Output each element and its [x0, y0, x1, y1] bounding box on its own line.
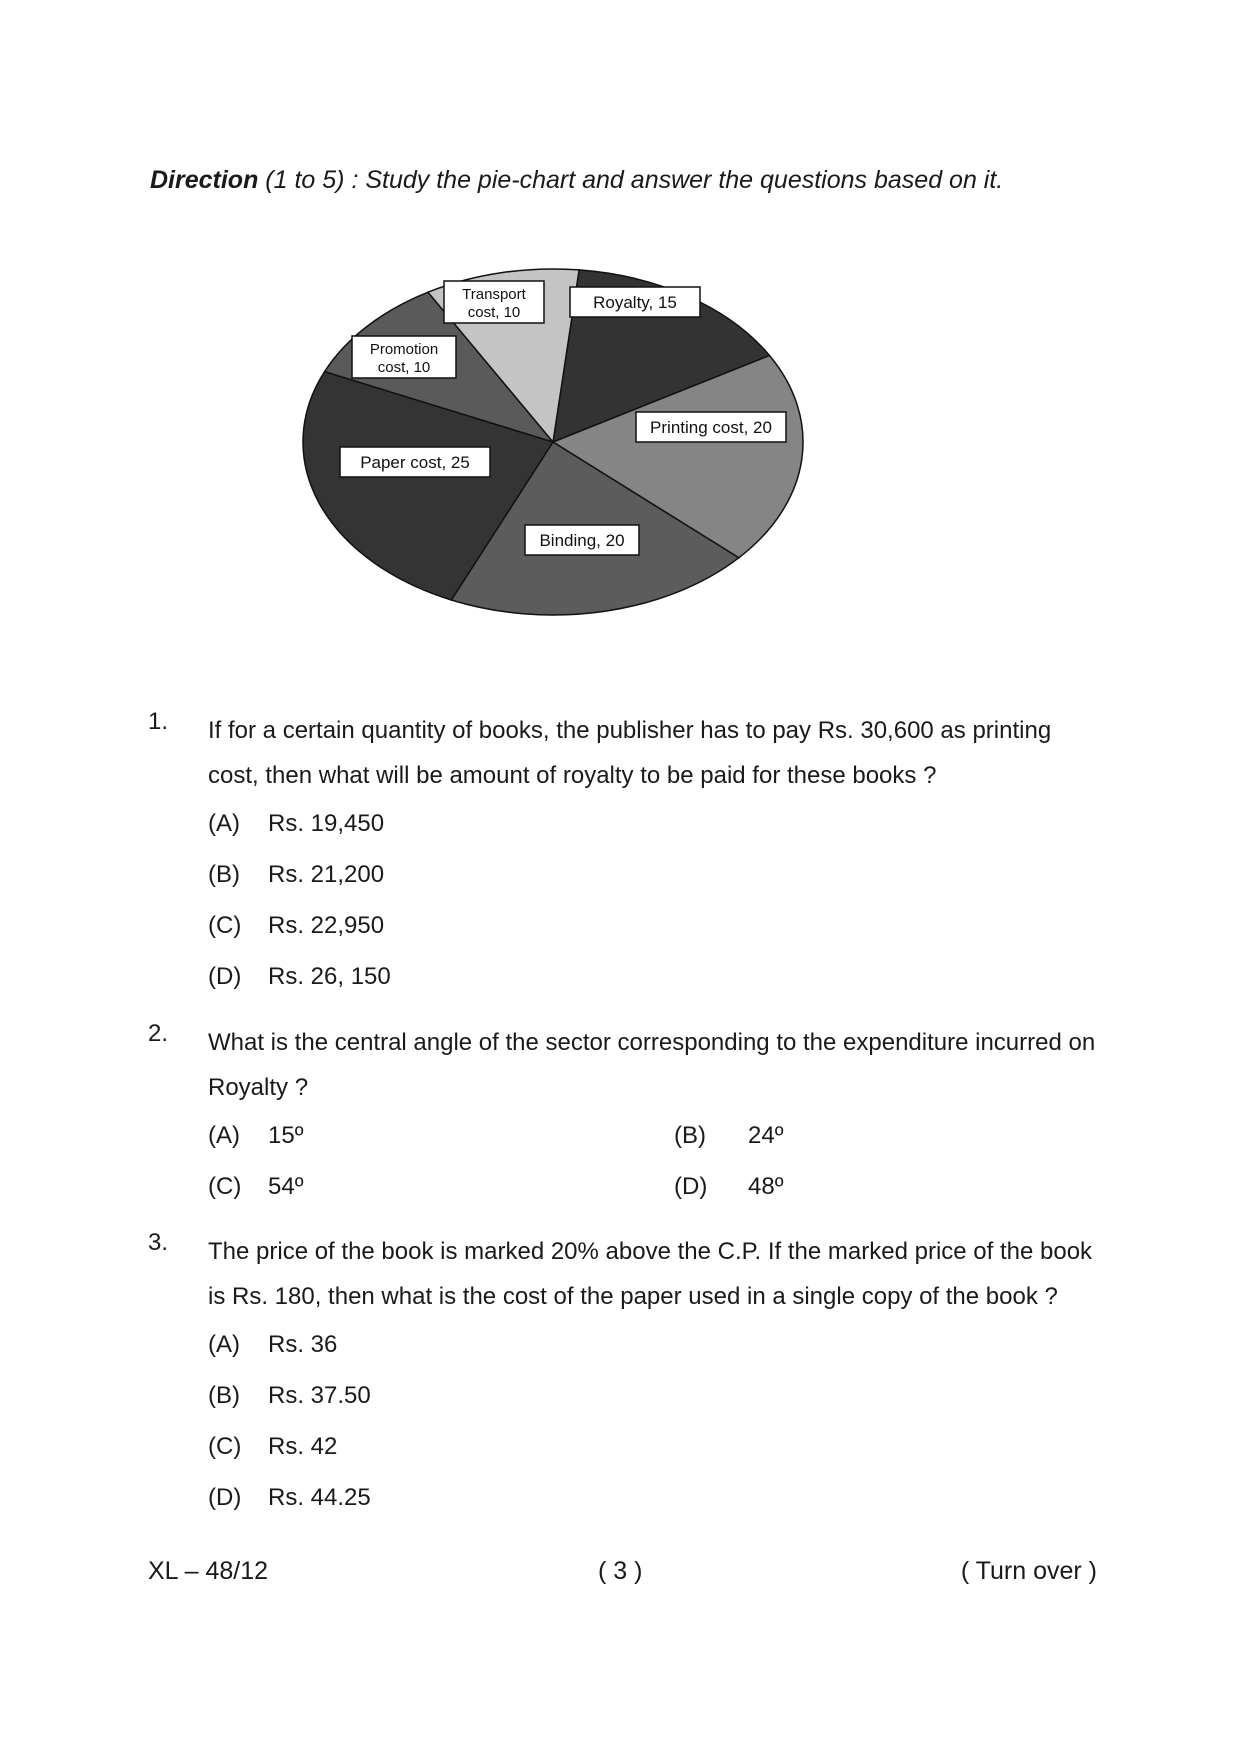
option-text: Rs. 22,950 — [268, 912, 385, 939]
pie-label-printing-cost — [636, 412, 786, 442]
option-text: Rs. 36 — [268, 1331, 338, 1358]
option-3b — [208, 1382, 371, 1410]
option-label: (D) — [208, 1484, 242, 1511]
option-1d — [208, 963, 391, 991]
svg-text:Transportcost, 10: Transport cost, 10 — [462, 286, 526, 321]
option-text: Rs. 37.50 — [268, 1382, 371, 1409]
direction-instruction — [150, 166, 1003, 195]
option-text: 15º — [268, 1122, 304, 1149]
option-label: (B) — [208, 1382, 240, 1409]
option-text: Rs. 19,450 — [268, 810, 385, 837]
pie-label-paper-cost — [340, 447, 490, 477]
pie-label-transport-cost — [444, 281, 544, 323]
question-text: If for a certain quantity of books, the publisher has to pay Rs. 30,600 as printing cost, then what will be amount of royalty to be paid for these books ? — [208, 717, 1052, 789]
pie-label-binding — [525, 525, 639, 555]
option-label: (C) — [208, 912, 242, 939]
option-text: 54º — [268, 1173, 304, 1200]
option-3d — [208, 1484, 371, 1512]
svg-text:Royalty, 15: Royalty, 15 — [593, 293, 677, 312]
option-2d — [674, 1173, 783, 1201]
direction-text: (1 to 5) : Study the pie-chart and answer the questions based on it. — [258, 166, 1004, 194]
option-text: Rs. 21,200 — [268, 861, 385, 888]
option-text: Rs. 26, 150 — [268, 963, 391, 990]
pie-label-promotion-cost — [352, 336, 456, 378]
option-3a — [208, 1331, 337, 1359]
pie-label-royalty — [570, 287, 700, 317]
question-number: 2. — [148, 1020, 169, 1047]
pie-chart — [290, 250, 820, 620]
option-1a — [208, 810, 384, 838]
option-text: 48º — [748, 1173, 784, 1200]
svg-text:Printing cost, 20: Printing cost, 20 — [650, 418, 772, 437]
option-label: (A) — [208, 1122, 240, 1149]
option-text: Rs. 44.25 — [268, 1484, 371, 1511]
option-label: (D) — [674, 1173, 708, 1200]
question-text: What is the central angle of the sector corresponding to the expenditure incurred on Royalty ? — [208, 1029, 1096, 1101]
option-label: (B) — [208, 861, 240, 888]
question-number: 1. — [148, 708, 169, 735]
question-number: 3. — [148, 1229, 169, 1256]
direction-label: Direction — [150, 166, 259, 194]
option-label: (C) — [208, 1433, 242, 1460]
question-text: The price of the book is marked 20% above the C.P. If the marked price of the book is Rs. 180, then what is the cost of the paper used in a single copy of the book ? — [208, 1238, 1093, 1310]
option-label: (C) — [208, 1173, 242, 1200]
option-label: (A) — [208, 1331, 240, 1358]
svg-text:Promotioncost, 10: Promotion cost, 10 — [369, 341, 439, 376]
question-1 — [148, 708, 1108, 798]
option-3c — [208, 1433, 337, 1461]
option-text: 24º — [748, 1122, 784, 1149]
question-3 — [148, 1229, 1108, 1319]
option-2c — [208, 1173, 303, 1201]
paper-code: XL – 48/12 — [148, 1557, 269, 1585]
svg-text:Binding, 20: Binding, 20 — [539, 531, 625, 550]
option-2b — [674, 1122, 783, 1150]
option-text: Rs. 42 — [268, 1433, 338, 1460]
option-label: (A) — [208, 810, 240, 837]
page-number: ( 3 ) — [598, 1557, 643, 1585]
option-1c — [208, 912, 384, 940]
option-1b — [208, 861, 384, 889]
option-2a — [208, 1122, 303, 1150]
svg-text:Paper cost, 25: Paper cost, 25 — [360, 453, 470, 472]
turn-over-note: ( Turn over ) — [960, 1557, 1097, 1585]
option-label: (D) — [208, 963, 242, 990]
question-2 — [148, 1020, 1108, 1110]
option-label: (B) — [674, 1122, 706, 1149]
